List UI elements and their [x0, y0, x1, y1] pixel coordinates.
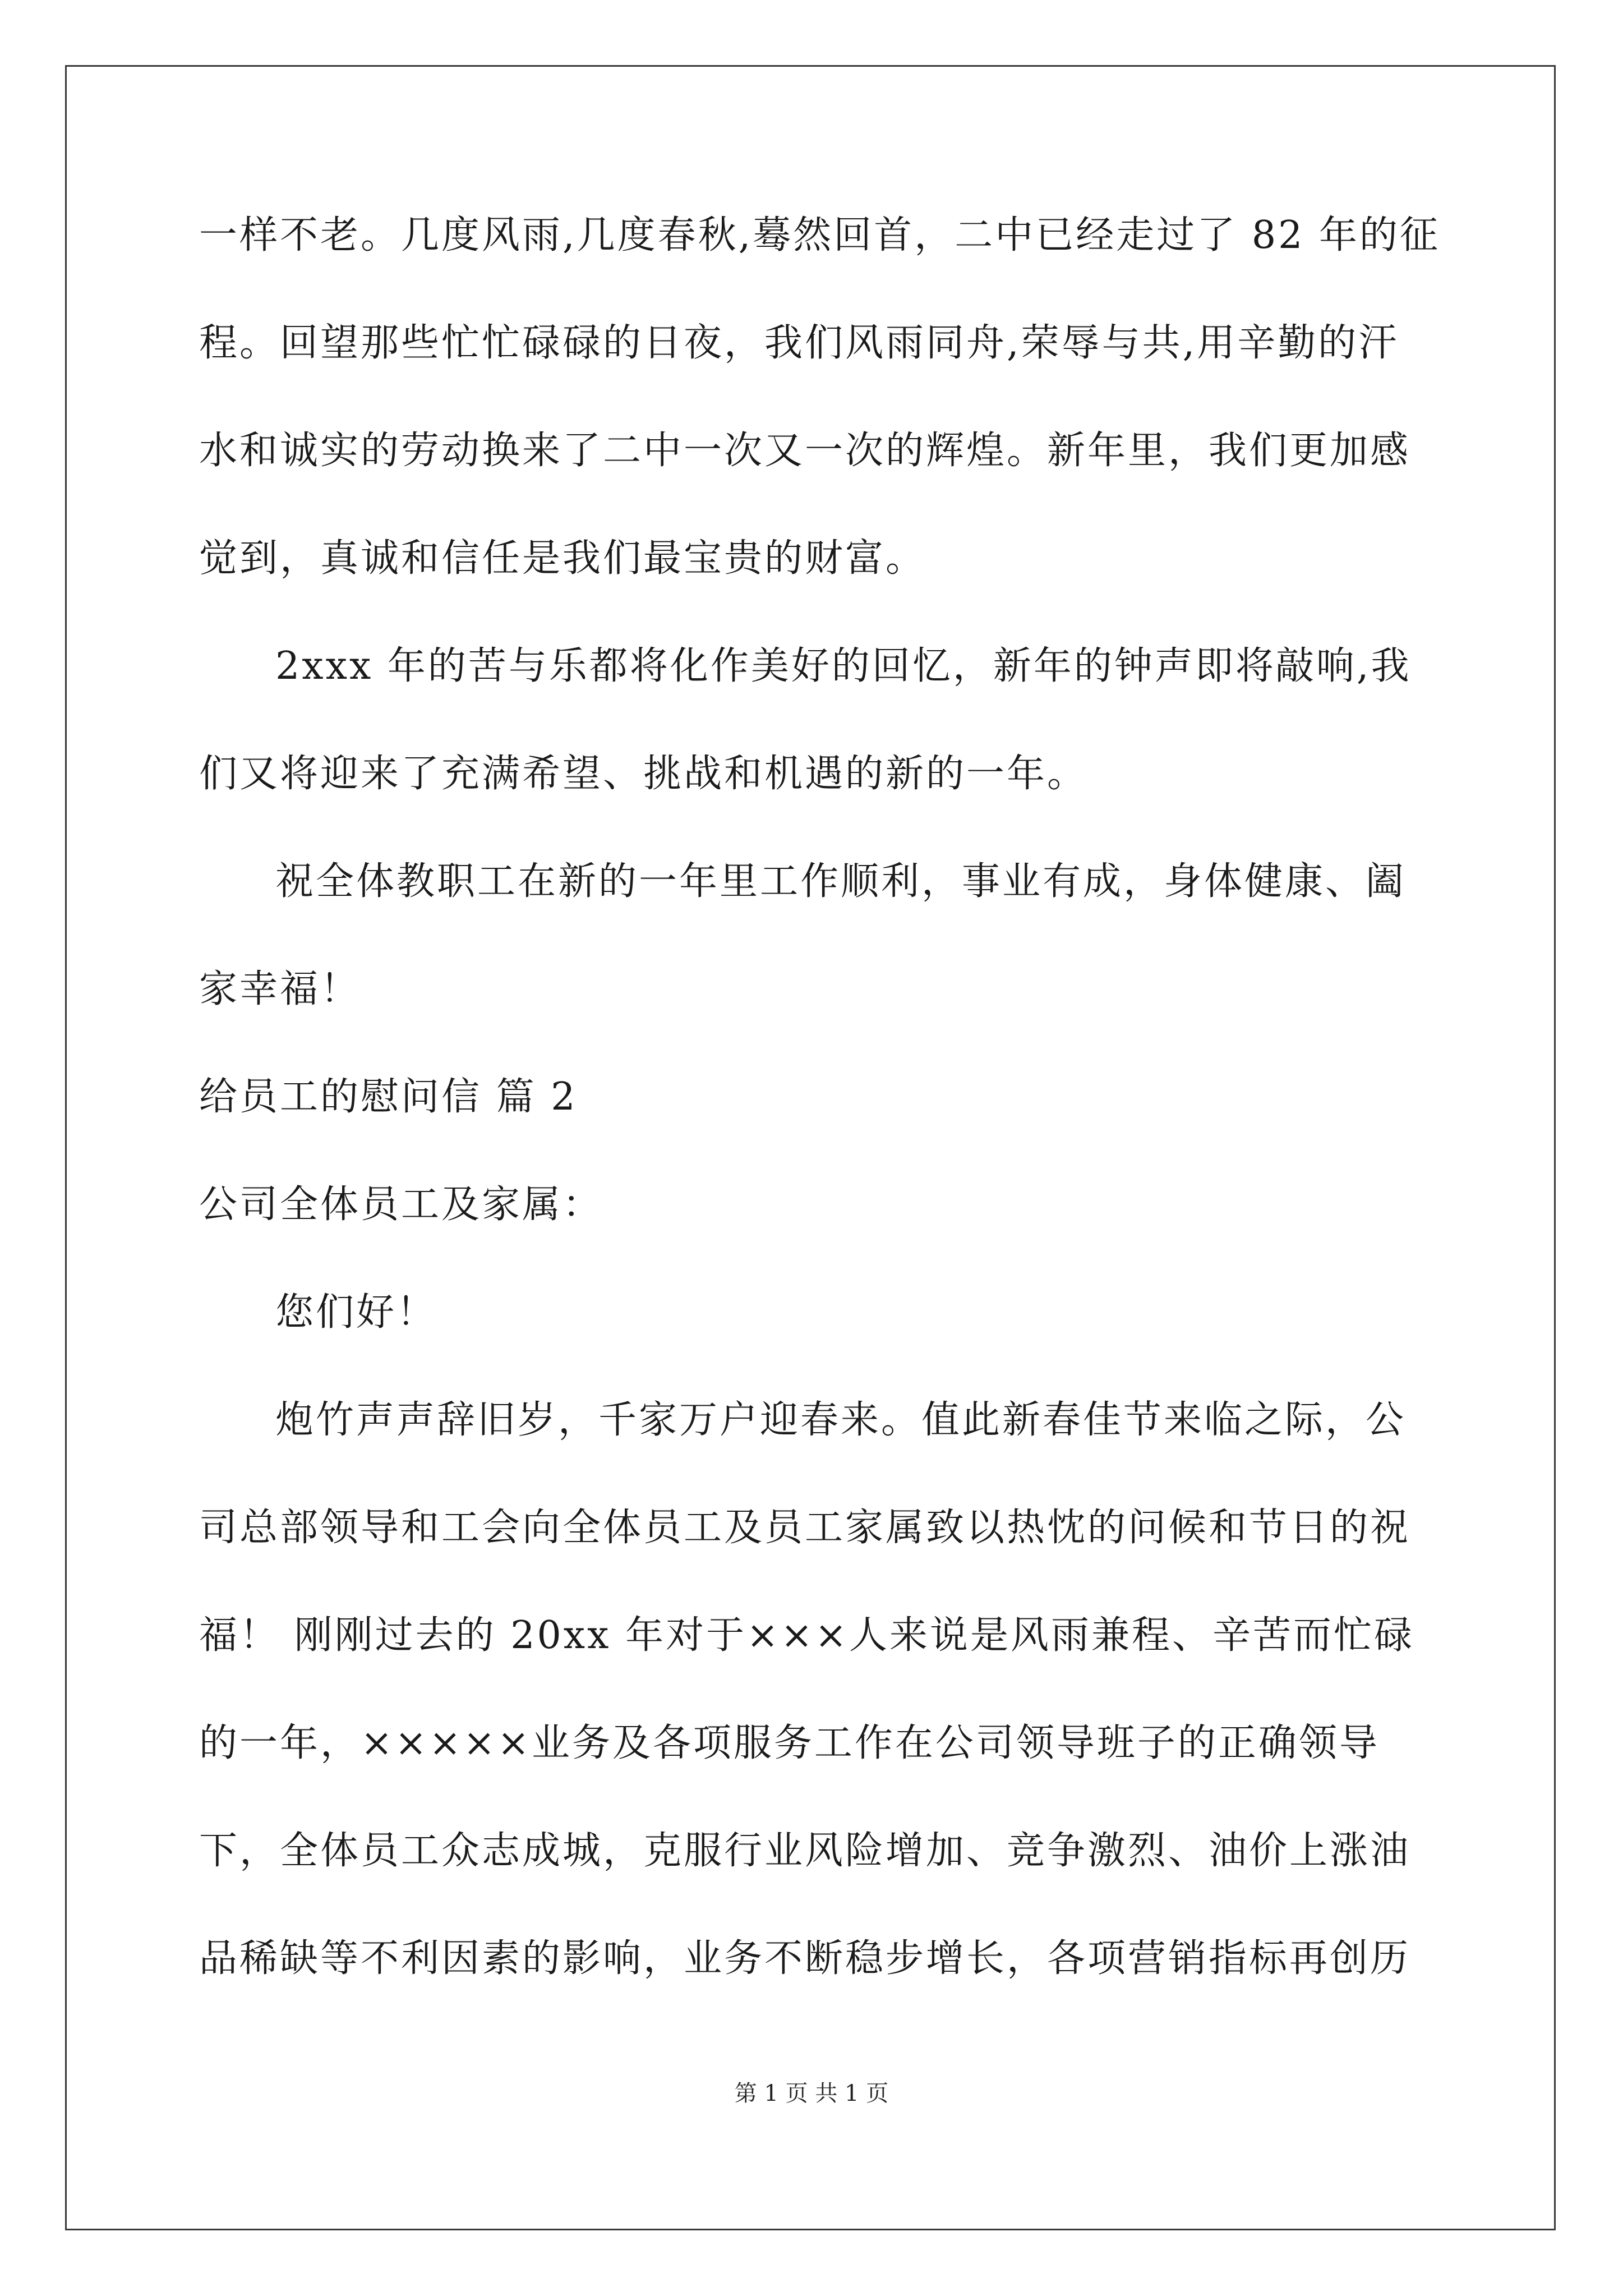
section-heading: 给员工的慰问信 篇 2: [199, 1075, 578, 1119]
text-line: 司总部领导和工会向全体员工及员工家属致以热忱的问候和节日的祝: [199, 1506, 1411, 1550]
page-border: [65, 65, 1556, 2230]
text-line: 家幸福！: [199, 967, 361, 1011]
salutation: 公司全体员工及家属：: [199, 1182, 603, 1227]
text-line: 的一年，×××××业务及各项服务工作在公司领导班子的正确领导: [199, 1721, 1380, 1765]
text-line: 一样不老。几度风雨,几度春秋,蓦然回首，二中已经走过了 82 年的征: [199, 213, 1440, 257]
text-line: 祝全体教职工在新的一年里工作顺利，事业有成，身体健康、阖: [275, 859, 1407, 904]
text-line: 觉到，真诚和信任是我们最宝贵的财富。: [199, 536, 926, 581]
text-line: 炮竹声声辞旧岁，千家万户迎春来。值此新春佳节来临之际，公: [275, 1398, 1407, 1442]
text-line: 福！ 刚刚过去的 20xx 年对于×××人来说是风雨兼程、辛苦而忙碌: [199, 1613, 1415, 1658]
greeting: 您们好！: [275, 1290, 437, 1335]
text-line: 品稀缺等不利因素的影响，业务不断稳步增长，各项营销指标再创历: [199, 1936, 1411, 1981]
text-line: 下，全体员工众志成城，克服行业风险增加、竞争激烈、油价上涨油: [199, 1829, 1411, 1873]
text-line: 2xxx 年的苦与乐都将化作美好的回忆，新年的钟声即将敲响,我: [275, 644, 1412, 688]
page-number-footer: 第 1 页 共 1 页: [734, 2081, 889, 2106]
text-line: 们又将迎来了充满希望、挑战和机遇的新的一年。: [199, 752, 1088, 796]
text-line: 程。回望那些忙忙碌碌的日夜，我们风雨同舟,荣辱与共,用辛勤的汗: [199, 321, 1399, 365]
text-line: 水和诚实的劳动换来了二中一次又一次的辉煌。新年里，我们更加感: [199, 429, 1411, 473]
